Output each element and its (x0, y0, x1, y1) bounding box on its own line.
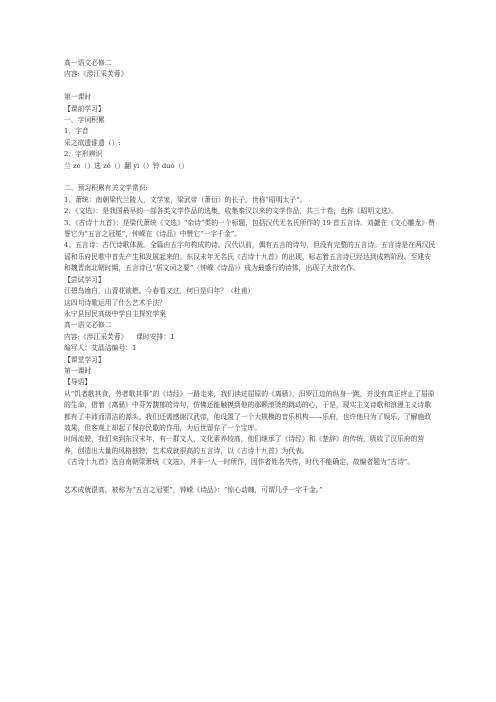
list-item: 2、字形辨识 (64, 150, 103, 159)
paragraph: 这四句诗歌运用了什么艺术手法？ (64, 298, 166, 307)
doc-subject: 高一语文必修二 (64, 59, 112, 67)
document-body (64, 58, 436, 496)
paragraph: 2、《文选》：是我国最早的一部各类文学作品的选集，收集秦汉以来的文学作品，共三十卷，也称《昭明文选》。 (64, 207, 398, 216)
section-heading: 【课前学习】 (64, 104, 105, 113)
lesson-period: 第一课时 (64, 366, 92, 375)
subsection-heading: 二、预习积累有关文学常识: (64, 184, 148, 193)
section-heading: 【尝试学习】 (64, 275, 105, 284)
paragraph: 艺术成就很高，被称为“五言之冠冕”，钟嵘《诗品》：“惊心动魄，可谓几乎一字千金。” (64, 485, 323, 494)
section-heading: 【导语】 (64, 378, 92, 387)
doc-content-title: 内容:《涉江采芙蓉》 (64, 70, 128, 79)
list-item: 兰 zé（）选 zé（）翻 yì（）铃 duó（） (64, 161, 189, 170)
paragraph: 4、五言诗：古代诗歌体裁。全篇由五字句构成的诗。汉代以前，偶有五言的诗句，但没有完整的五言诗。五言诗是在两汉民谣和乐府民歌中首先产生和发展起来的。东汉末年无名氏《古诗十九首》的出现，标志着五言诗已经达到成熟阶段。至建安和魏晋南北朝时期，五言诗已“居文词之要”（钟嵘《诗品》）成为最盛行的诗体，出现了大批名作。 (64, 241, 436, 273)
doc-subject: 高一语文必修二 (64, 321, 112, 330)
list-item: 1、字音 (64, 127, 89, 136)
list-item: 采之欲遗谁遗（）: (64, 138, 121, 147)
paragraph: 时间流驶，我们来到东汉末年，有一群文人，文化素养较高，他们继承了《诗经》和《楚辞》的传统，吸收了汉乐府的营养，创造出大量的风格独特，艺术成就很高的五言诗，以《古诗十九首》为代表。 (64, 435, 425, 455)
author-line: 编写人：艾晶洁编号：1 (64, 344, 137, 353)
subsection-heading: 一、字词积累 (64, 116, 105, 125)
school-title: 永宁县回民高级中学自主探究学案 (64, 309, 166, 318)
paragraph: 《古诗十九首》选自南朝梁萧统《文选》，并非一人一时所作，因作者姓名失传，时代不能确定，故编者题为“古诗”。 (64, 458, 415, 467)
paragraph: 从“饥者歌其食，劳者歌其事”的《诗经》一路走来，我们读过屈原的《离骚》，汨罗江边的纵身一跳，并没有真正终止了屈原的生命，借着《离骚》中芬芳馥郁的诗句，仿佛还能触摸到他的那颗滚烫的跳动的心，于是，现实主义诗歌和浪漫主义诗歌都有了丰沛而清洁的源头。我们还需感谢汉武帝，他设置了一个大规模的音乐机构——乐府，也许他只为了娱乐，了解施政效果，但客观上却起了保存民歌的作用，为后世留存了一个宝库。 (64, 389, 435, 432)
paragraph: 江碧鸟逾白，山青花欲燃。今春看又过，何日是归年？（杜甫） (64, 287, 255, 296)
paragraph: 3、《古诗十九首》：是梁代萧统《文选》“杂诗”类的一个标题，包括汉代无名氏所作的 19 首五言诗。刘勰在《文心雕龙》赞誉它为“五言之冠冕”，钟嵘在《诗品》中赞它“一字千金”。 (64, 218, 435, 239)
section-heading: 【课堂学习】 (64, 355, 105, 364)
doc-content-title: 内容:《涉江采芙蓉》 课时安排：1 (64, 332, 175, 341)
paragraph: 1、萧统：南朝梁代兰陵人，文学家，梁武帝（萧衍）的长子。世称“昭明太子”。 (64, 195, 307, 204)
lesson-period: 第一课时 (64, 93, 92, 102)
